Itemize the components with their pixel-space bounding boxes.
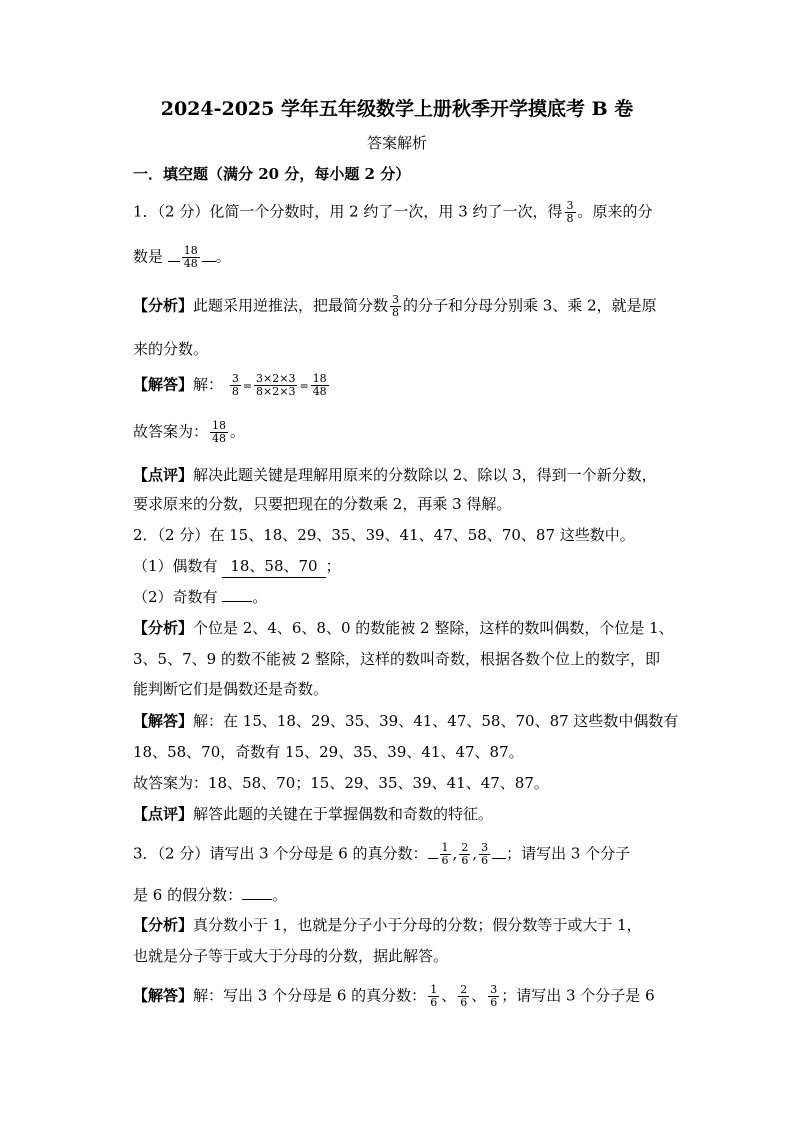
q1-stem-line2: 数是 $\frac{18}{48}$ 。	[133, 244, 231, 270]
answer-fraction: $\frac{3}{6}$	[481, 841, 489, 867]
q2-final-answer: 故答案为：18、58、70；15、29、35、39、41、47、87。	[133, 774, 549, 792]
analysis-label: 【分析】	[133, 916, 194, 934]
comment-label: 【点评】	[133, 466, 194, 484]
fraction: $\frac{1}{6}$	[430, 983, 438, 1009]
q1-stem-text: 1．（2 分）化简一个分数时，用 2 约了一次，用 3 约了一次，得	[133, 202, 563, 221]
q2-comment: 【点评】解答此题的关键在于掌握偶数和奇数的特征。	[133, 805, 494, 823]
fraction: $\frac{3}{8}$	[231, 372, 239, 398]
section-heading: 一．填空题（满分 20 分，每小题 2 分）	[133, 165, 411, 183]
q2-solution-line2: 18、58、70，奇数有 15、29、35、39、41、47、87。	[133, 743, 524, 761]
q2-stem: 2．（2 分）在 15、18、29、35、39、41、47、58、70、87 这些数中。	[133, 526, 635, 544]
answer-fraction: $\frac{2}{6}$	[461, 841, 469, 867]
q1-analysis-line2: 来的分数。	[133, 340, 209, 358]
q1-stem	[133, 200, 653, 225]
q1-stem-text-after: 。原来的分	[577, 202, 653, 221]
fraction: $\frac{3}{8}$	[392, 293, 400, 319]
answer-blank: 18、58、70	[222, 555, 325, 578]
answer-fraction: $\frac{1}{6}$	[441, 841, 449, 867]
answer-blank	[222, 601, 252, 602]
q2-analysis: 【分析】个位是 2、4、6、8、0 的数能被 2 整除，这样的数叫偶数，个位是 1、	[133, 619, 674, 637]
fraction: $\frac{18}{48}$	[312, 372, 327, 398]
q3-solution: 【解答】解：写出 3 个分母是 6 的真分数： $\frac{1}{6}$ 、 $\frac{2}{6}$ 、 $\frac{3}{6}$ ；请写出 3 个分子是 6	[133, 983, 655, 1009]
analysis-label: 【分析】	[133, 619, 194, 637]
q2-analysis-line2: 3、5、7、9 的数不能被 2 整除，这样的数叫奇数，根据各数个位上的数字，即	[133, 650, 661, 668]
q1-solution: 【解答】解： $\frac{3}{8}$ = $\frac{3\times 2\times 3}{8\times 2\times 3}$ = $\frac{18}{48}$	[133, 372, 327, 398]
solution-label: 【解答】	[133, 712, 194, 730]
fraction: $\frac{3}{8}$	[566, 199, 574, 225]
answer-blank	[242, 899, 272, 900]
answer-fraction: $\frac{18}{48}$	[183, 244, 198, 270]
solution-label: 【解答】	[133, 375, 194, 394]
q3-analysis-line2: 也就是分子等于或大于分母的分数，据此解答。	[133, 947, 449, 965]
q1-analysis: 【分析】此题采用逆推法，把最简分数 $\frac{3}{8}$ 的分子和分母分别乘 3、乘 2，就是原	[133, 293, 657, 319]
q2-solution: 【解答】解：在 15、18、29、35、39、41、47、58、70、87 这些数中偶数有	[133, 712, 679, 730]
fraction: $\frac{18}{48}$	[212, 419, 227, 445]
fraction: $\frac{3\times 2\times 3}{8\times 2\times 3}$	[256, 372, 296, 398]
q2-part2: （2）奇数有 。	[133, 588, 268, 606]
q3-stem: 3．（2 分）请写出 3 个分母是 6 的真分数： $\frac{1}{6}$ , $\frac{2}{6}$ , $\frac{3}{6}$ ；请写出 3 个分子	[133, 841, 631, 867]
q1-comment: 【点评】解决此题关键是理解用原来的分数除以 2、除以 3，得到一个新分数，	[133, 466, 657, 484]
q1-comment-line2: 要求原来的分数，只要把现在的分数乘 2，再乘 3 得解。	[133, 495, 512, 513]
comment-label: 【点评】	[133, 805, 194, 823]
document-subtitle: 答案解析	[366, 134, 427, 152]
document-title: 2024-2025 学年五年级数学上册秋季开学摸底考 B 卷	[160, 98, 634, 120]
q2-analysis-line3: 能判断它们是偶数还是奇数。	[133, 680, 329, 698]
q1-final-answer: 故答案为： $\frac{18}{48}$ 。	[133, 419, 246, 445]
analysis-label: 【分析】	[133, 296, 194, 315]
q2-part1: （1）偶数有 18、58、70 ；	[133, 555, 341, 578]
solution-label: 【解答】	[133, 986, 194, 1005]
fraction: $\frac{3}{6}$	[490, 983, 498, 1009]
q3-analysis: 【分析】真分数小于 1，也就是分子小于分母的分数；假分数等于或大于 1，	[133, 916, 642, 934]
fraction: $\frac{2}{6}$	[460, 983, 468, 1009]
q3-stem-line2: 是 6 的假分数： 。	[133, 886, 288, 904]
